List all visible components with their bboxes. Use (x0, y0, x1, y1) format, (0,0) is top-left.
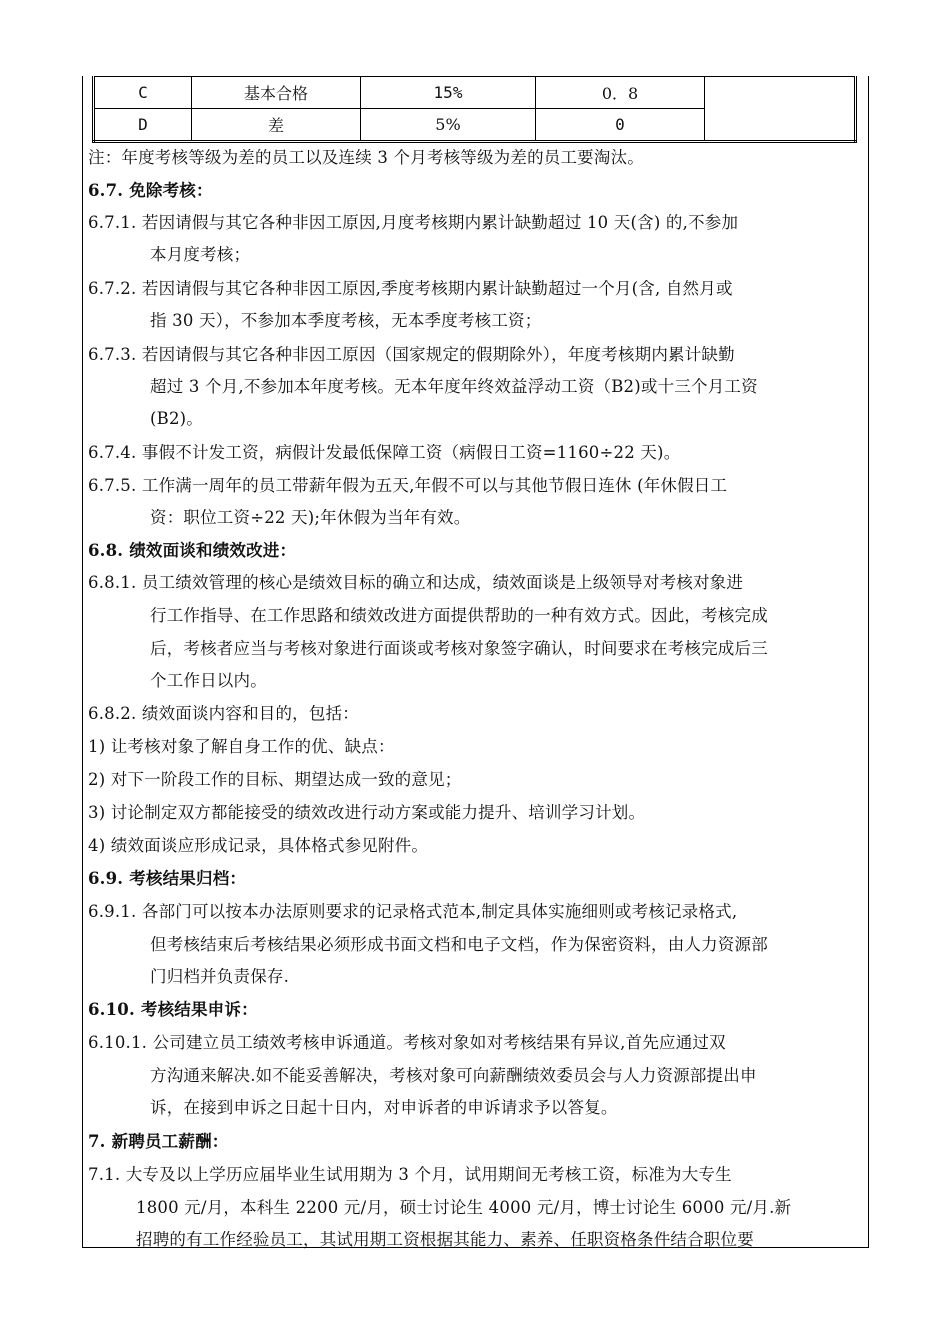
paragraph-line: 资：职位工资÷22 天);年休假为当年有效。 (150, 508, 471, 527)
list-item: 4) 绩效面谈应形成记录，具体格式参见附件。 (88, 836, 429, 855)
ratio-cell: 15% (361, 77, 536, 109)
paragraph-line: 但考核结束后考核结果必须形成书面文档和电子文档，作为保密资料，由人力资源部 (150, 935, 768, 954)
paragraph-line: 6.7.2. 若因请假与其它各种非因工原因,季度考核期内累计缺勤超过一个月(含, 自然月或 (88, 279, 733, 298)
note-line: 注：年度考核等级为差的员工以及连续 3 个月考核等级为差的员工要淘汰。 (88, 148, 644, 167)
paragraph-line: 6.7.4. 事假不计发工资，病假计发最低保障工资（病假日工资=1160÷22 天)。 (88, 443, 681, 462)
paragraph-line: 6.8.1. 员工绩效管理的核心是绩效目标的确立和达成，绩效面谈是上级领导对考核对象进 (88, 573, 744, 592)
section-heading: 6.10. 考核结果申诉： (88, 1000, 258, 1019)
grade-cell: C (94, 77, 192, 109)
level-cell: 差 (192, 109, 361, 142)
paragraph-line: 行工作指导、在工作思路和绩效改进方面提供帮助的一种有效方式。因此，考核完成 (150, 606, 768, 625)
paragraph-line: 6.10.1. 公司建立员工绩效考核申诉通道。考核对象如对考核结果有异议,首先应通过双 (88, 1033, 726, 1052)
list-item: 2) 对下一阶段工作的目标、期望达成一致的意见； (88, 770, 462, 789)
level-cell: 基本合格 (192, 77, 361, 109)
grade-cell: D (94, 109, 192, 142)
paragraph-line: 1800 元/月，本科生 2200 元/月，硕士讨论生 4000 元/月，博士讨论生 6000 元/月.新 (136, 1198, 792, 1217)
paragraph-line: 本月度考核； (150, 245, 251, 264)
grade-table (92, 76, 857, 143)
paragraph-line: 诉，在接到申诉之日起十日内，对申诉者的申诉请求予以答复。 (150, 1098, 618, 1117)
paragraph-line: (B2)。 (150, 409, 203, 428)
paragraph-line: 个工作日以内。 (150, 671, 267, 690)
paragraph-line: 后，考核者应当与考核对象进行面谈或考核对象签字确认，时间要求在考核完成后三 (150, 639, 768, 658)
section-heading: 7. 新聘员工薪酬： (88, 1132, 229, 1151)
paragraph-line: 指 30 天），不参加本季度考核，无本季度考核工资； (150, 311, 542, 330)
paragraph-line: 超过 3 个月,不参加本年度考核。无本年度年终效益浮动工资（B2)或十三个月工资 (150, 377, 758, 396)
paragraph-line: 门归档并负责保存. (150, 967, 290, 986)
paragraph-line: 招聘的有工作经验员工，其试用期工资根据其能力、素养、任职资格条件结合职位要 (136, 1230, 754, 1249)
paragraph-line: 7.1. 大专及以上学历应届毕业生试用期为 3 个月，试用期间无考核工资，标准为大专生 (88, 1165, 732, 1184)
list-item: 3) 讨论制定双方都能接受的绩效改进行动方案或能力提升、培训学习计划。 (88, 803, 646, 822)
list-item: 1) 让考核对象了解自身工作的优、缺点： (88, 737, 395, 756)
paragraph-line: 6.8.2. 绩效面谈内容和目的，包括： (88, 704, 359, 723)
ratio-cell: 5% (361, 109, 536, 142)
section-heading: 6.8. 绩效面谈和绩效改进： (88, 541, 297, 560)
coef-cell: 0 (536, 109, 705, 142)
paragraph-line: 6.7.1. 若因请假与其它各种非因工原因,月度考核期内累计缺勤超过 10 天(含) 的,不参加 (88, 213, 739, 232)
paragraph-line: 6.7.3. 若因请假与其它各种非因工原因（国家规定的假期除外），年度考核期内累计缺勤 (88, 345, 735, 364)
section-heading: 6.9. 考核结果归档： (88, 869, 247, 888)
section-heading: 6.7. 免除考核： (88, 181, 213, 200)
table-row (94, 77, 856, 109)
blank-cell (705, 77, 856, 142)
paragraph-line: 6.7.5. 工作满一周年的员工带薪年假为五天,年假不可以与其他节假日连休 (年休假日工 (88, 476, 728, 495)
paragraph-line: 6.9.1. 各部门可以按本办法原则要求的记录格式范本,制定具体实施细则或考核记录格式, (88, 902, 738, 921)
paragraph-line: 方沟通来解决.如不能妥善解决，考核对象可向薪酬绩效委员会与人力资源部提出申 (150, 1066, 757, 1085)
coef-cell: 0．8 (536, 77, 705, 109)
